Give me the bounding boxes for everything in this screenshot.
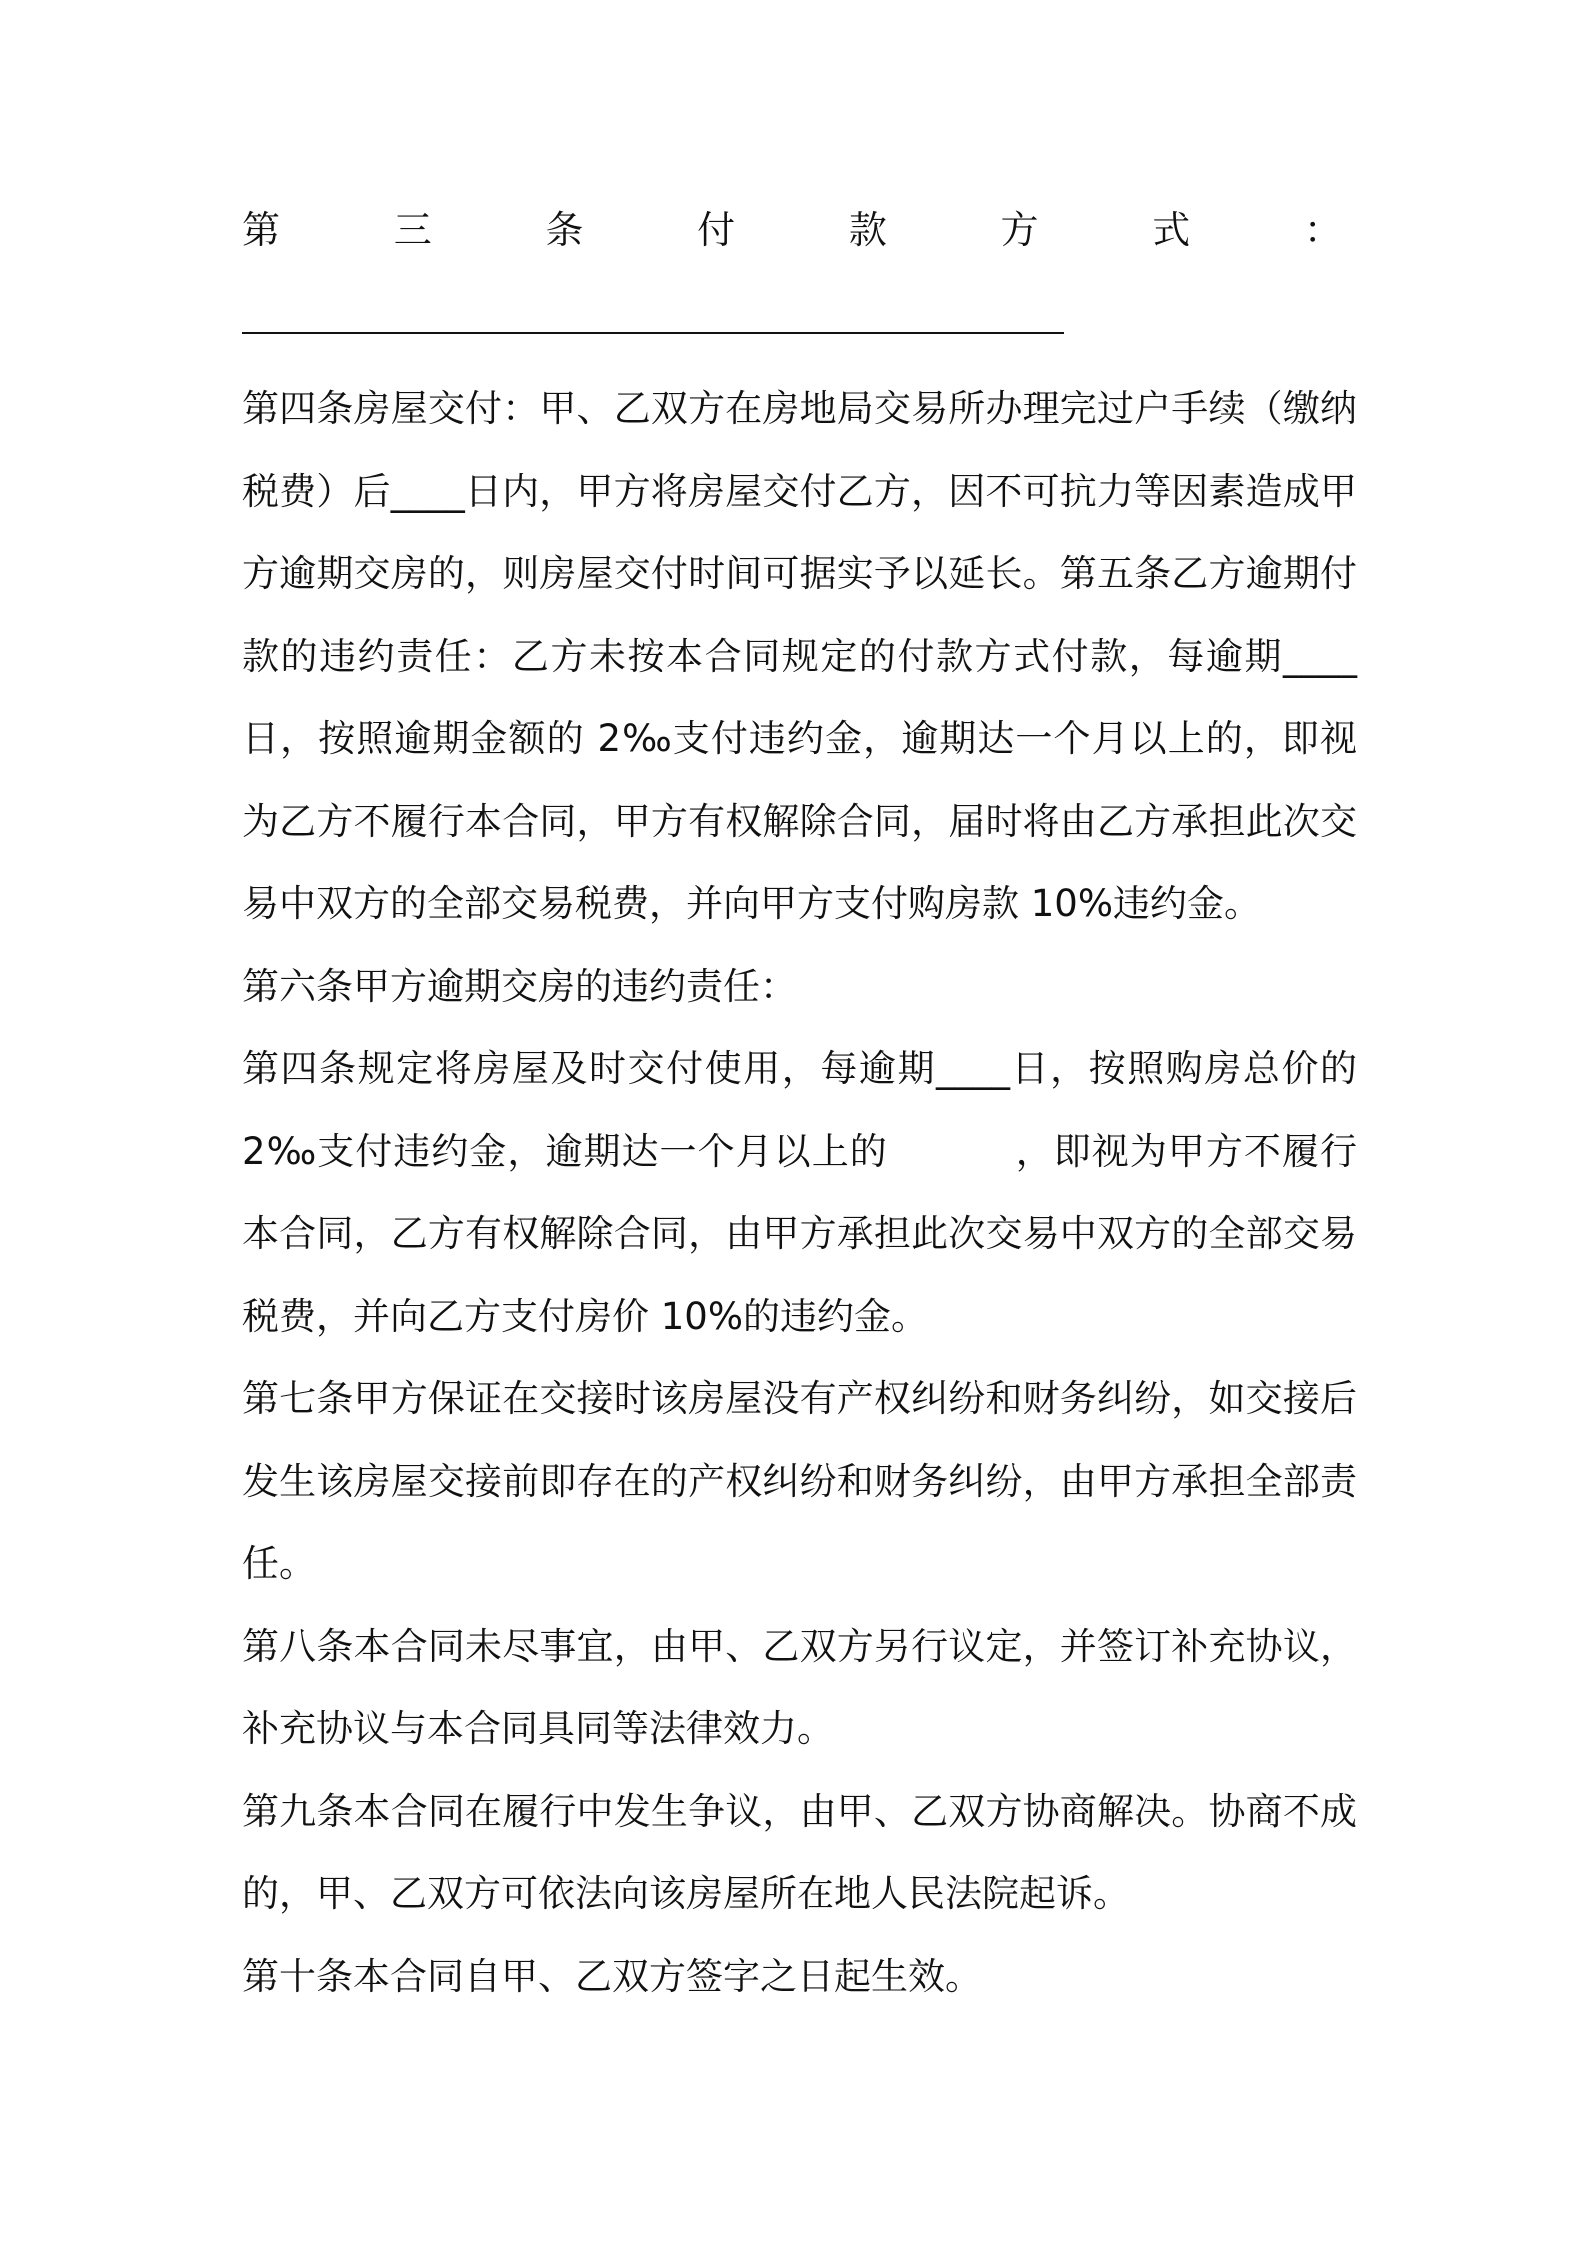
paragraph-text: 第四条规定将房屋及时交付使用，每逾期____日，按照购房总价的 2‰支付违约金，逾期达一个月以上的 ，即视为甲方不履行本合同，乙方有权解除合同，由甲方承担此次交易中双方的全部交易税费，并向乙方支付房价 10%的违约金。 xyxy=(242,1047,1369,1338)
heading-char: 式 xyxy=(1152,208,1191,252)
contract-body xyxy=(242,368,1369,2018)
paragraph-article-nine xyxy=(242,1771,1357,1936)
heading-char: 第 xyxy=(242,208,281,252)
heading-char: 三 xyxy=(393,208,432,252)
paragraph-article-six-title xyxy=(242,946,1357,1029)
paragraph-article-eight xyxy=(242,1606,1357,1771)
paragraph-article-six-body xyxy=(242,1028,1369,1358)
paragraph-text: 第九条本合同在履行中发生争议，由甲、乙双方协商解决。协商不成的，甲、乙双方可依法向该房屋所在地人民法院起诉。 xyxy=(242,1789,1357,1915)
paragraph-text: 第十条本合同自甲、乙双方签字之日起生效。 xyxy=(242,1954,982,1998)
heading-char: 方 xyxy=(1000,208,1039,252)
paragraph-text: 第四条房屋交付：甲、乙双方在房地局交易所办理完过户手续（缴纳税费）后____日内，甲方将房屋交付乙方，因不可抗力等因素造成甲方逾期交房的，则房屋交付时间可据实予以延长。第五条乙方逾期付款的违约责任：乙方未按本合同规定的付款方式付款，每逾期____日，按照逾期金额的 2‰支付违约金，逾期达一个月以上的，即视为乙方不履行本合同，甲方有权解除合同，届时将由乙方承担此次交易中双方的全部交易税费，并向甲方支付购房款 10%违约金。 xyxy=(242,387,1357,925)
paragraph-article-seven xyxy=(242,1358,1357,1606)
paragraph-text: 第七条甲方保证在交接时该房屋没有产权纠纷和财务纠纷，如交接后发生该房屋交接前即存在的产权纠纷和财务纠纷，由甲方承担全部责任。 xyxy=(242,1377,1357,1585)
paragraph-article-four-five xyxy=(242,368,1357,946)
payment-method-blank-line xyxy=(242,332,1064,334)
paragraph-text: 第八条本合同未尽事宜，由甲、乙双方另行议定，并签订补充协议，补充协议与本合同具同等法律效力。 xyxy=(242,1624,1357,1750)
article-three-heading xyxy=(242,200,1342,260)
heading-char: 款 xyxy=(848,208,887,252)
heading-char: 条 xyxy=(545,208,584,252)
heading-char: ： xyxy=(1303,208,1342,252)
heading-char: 付 xyxy=(697,208,736,252)
paragraph-text: 第六条甲方逾期交房的违约责任： xyxy=(242,964,797,1008)
paragraph-article-ten xyxy=(242,1936,1357,2019)
